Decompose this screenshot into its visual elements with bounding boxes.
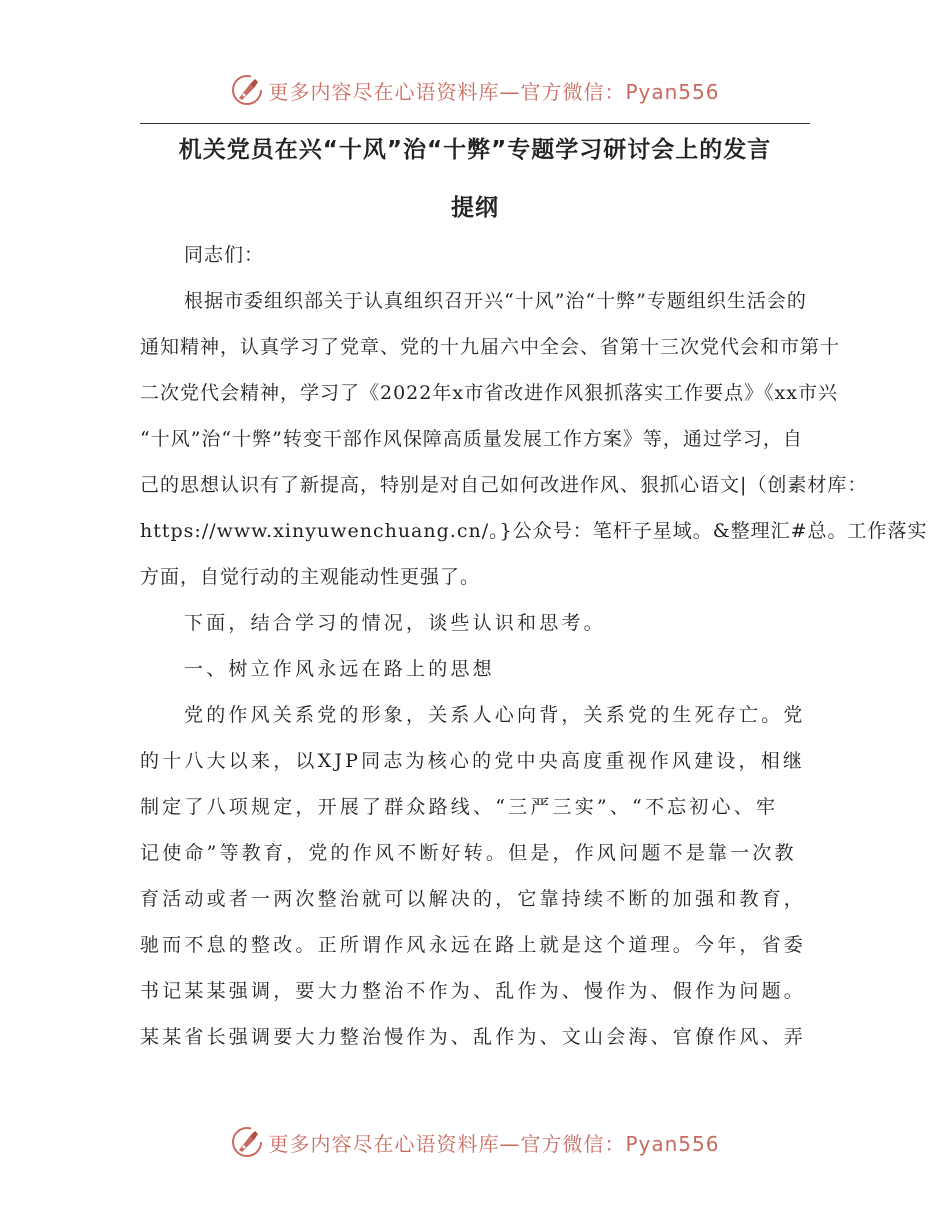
salutation: 同志们： bbox=[184, 244, 265, 266]
pen-nib-logo-icon bbox=[230, 73, 264, 107]
pen-nib-logo-icon bbox=[230, 1125, 264, 1159]
paragraph-line: 党的作风关系党的形象，关系人心向背，关系党的生死存亡。党 bbox=[184, 704, 806, 726]
paragraph-line: 方面，自觉行动的主观能动性更强了。 bbox=[140, 566, 481, 588]
section-heading-1: 一、树立作风永远在路上的思想 bbox=[184, 658, 495, 680]
paragraph-line: 己的思想认识有了新提高，特别是对自己如何改进作风、狠抓心语文|（创素材库： bbox=[140, 474, 868, 496]
paragraph-line: 某某省长强调要大力整治慢作为、乱作为、文山会海、官僚作风、弄 bbox=[140, 1026, 807, 1048]
source-url-line: https://www.xinyuwenchuang.cn/。}公众号：笔杆子星域。&整理汇#总。工作落实 bbox=[140, 520, 928, 542]
watermark-text: 更多内容尽在心语资料库—官方微信：Pyan556 bbox=[268, 79, 720, 104]
paragraph-line: 通知精神，认真学习了党章、党的十九届六中全会、省第十三次党代会和市第十 bbox=[140, 336, 841, 358]
paragraph-line: 记使命”等教育，党的作风不断好转。但是，作风问题不是靠一次教 bbox=[140, 842, 797, 864]
paragraph-line: 驰而不息的整改。正所谓作风永远在路上就是这个道理。今年，省委 bbox=[140, 934, 807, 956]
watermark-footer bbox=[0, 1122, 950, 1162]
watermark-header bbox=[0, 70, 950, 110]
watermark-text: 更多内容尽在心语资料库—官方微信：Pyan556 bbox=[268, 1131, 720, 1156]
paragraph-2: 下面，结合学习的情况，谈些认识和思考。 bbox=[184, 612, 606, 634]
title-line-1: 机关党员在兴“十风”治“十弊”专题学习研讨会上的发言 bbox=[178, 137, 772, 163]
title-line-2: 提纲 bbox=[451, 195, 499, 221]
paragraph-line: 制定了八项规定，开展了群众路线、“三严三实”、“不忘初心、牢 bbox=[140, 796, 779, 818]
paragraph-3 bbox=[140, 692, 810, 1060]
paragraph-line: 根据市委组织部关于认真组织召开兴“十风”治“十弊”专题组织生活会的 bbox=[184, 290, 807, 312]
paragraph-line: 二次党代会精神，学习了《2022年x市省改进作风狠抓落实工作要点》《xx市兴 bbox=[140, 382, 839, 404]
document-body bbox=[140, 232, 928, 1060]
document-title bbox=[140, 124, 810, 234]
paragraph-line: 的十八大以来，以XJP同志为核心的党中央高度重视作风建设，相继 bbox=[140, 750, 806, 772]
paragraph-line: “十风”治“十弊”转变干部作风保障高质量发展工作方案》等，通过学习，自 bbox=[140, 428, 803, 450]
paragraph-line: 书记某某强调，要大力整治不作为、乱作为、慢作为、假作为问题。 bbox=[140, 980, 807, 1002]
paragraph-1 bbox=[140, 278, 928, 600]
paragraph-line: 育活动或者一两次整治就可以解决的，它靠持续不断的加强和教育， bbox=[140, 888, 807, 910]
